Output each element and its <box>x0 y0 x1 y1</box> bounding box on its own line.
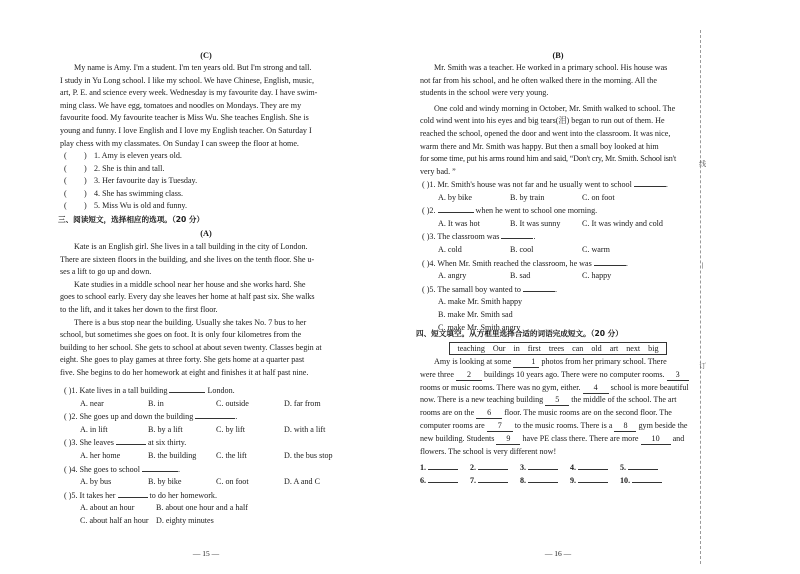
option[interactable]: A. near <box>80 398 104 408</box>
question-a2[interactable]: ( )2. She goes up and down the building . <box>64 412 238 422</box>
cloze-blank-7[interactable]: 7 <box>487 421 513 432</box>
question-b4-options <box>422 270 696 283</box>
option[interactable]: D. the bus stop <box>284 450 333 460</box>
binding-line <box>700 30 702 564</box>
word: can <box>572 344 584 353</box>
option[interactable]: D. far from <box>284 398 321 408</box>
answer-field-5[interactable]: 5. <box>620 461 670 474</box>
option[interactable]: B. in <box>148 398 164 408</box>
question-a5-options <box>64 502 352 515</box>
word: next <box>626 344 641 353</box>
section-a-passage: Kate is an English girl. She lives in a tall building in the city of London. There are sixteen floors in the building, and she lives on the tenth floor. She u- ses a lift to go up and down. Kate studies in a middle school near her house and she works hard. She goes to school early. Every day she leaves her home at half past six. She walks to the lift, and it takes her down to the first floor. There is a bus stop near the building. Usually she takes No. 7 bus to her school, but sometimes she goes on foot. It is only four kilometres from the building to her school. She gets to school at about seven twenty. Classes begin at eight. She goes to play games at three forty. She gets home at a quarter past five. She begins to do her homework at eight and finishes it at half past nine. <box>60 242 322 377</box>
option[interactable]: A. in lift <box>80 424 108 434</box>
statement-3[interactable]: ( ) 3. Her favourite day is Tuesday. <box>64 176 198 186</box>
left-page <box>60 0 352 574</box>
question-a3[interactable]: ( )3. She leaves at six thirty. <box>64 438 187 448</box>
word: big <box>648 344 659 353</box>
option[interactable]: A. by bike <box>438 192 472 202</box>
word-box-wrap <box>420 342 696 356</box>
answer-field-1[interactable]: 1. <box>420 461 470 474</box>
question-b2[interactable]: ( )2. when he went to school one morning. <box>422 206 598 216</box>
option[interactable]: A. It was hot <box>438 218 480 228</box>
option[interactable]: C. outside <box>216 398 249 408</box>
cloze-blank-2[interactable]: 2 <box>456 370 482 381</box>
question-a1-options <box>64 398 352 411</box>
cloze-blank-3[interactable]: 3 <box>667 370 689 381</box>
answer-field-9[interactable]: 9. <box>570 474 620 487</box>
option[interactable]: A. by bus <box>80 477 112 487</box>
option[interactable]: C. warm <box>582 244 610 254</box>
question-a4[interactable]: ( )4. She goes to school . <box>64 464 181 474</box>
option[interactable]: C. the lift <box>216 450 247 460</box>
word: in <box>513 344 520 353</box>
cloze-blank-5[interactable]: 5 <box>545 395 569 406</box>
option[interactable]: A. cold <box>438 244 462 254</box>
question-a5-options-2 <box>64 515 352 528</box>
page-number-15: — 15 — <box>192 549 220 558</box>
statement-4[interactable]: ( ) 4. She has swimming class. <box>64 188 184 198</box>
option[interactable]: B. sad <box>510 271 531 281</box>
word-box <box>449 342 666 355</box>
question-b5[interactable]: ( )5. The samall boy wanted to . <box>422 284 558 294</box>
gutter-label-bottom: 订 <box>698 362 707 369</box>
cloze-blank-1[interactable]: 1 <box>513 357 539 368</box>
word: Our <box>492 344 506 353</box>
option[interactable]: A. about an hour <box>80 503 135 513</box>
section-a-questions <box>64 384 352 528</box>
cloze-blank-8[interactable]: 8 <box>614 421 636 432</box>
option[interactable]: B. by train <box>510 192 545 202</box>
page-number-16: — 16 — <box>544 549 572 558</box>
option[interactable]: D. eighty minutes <box>156 515 214 525</box>
answer-field-4[interactable]: 4. <box>570 461 620 474</box>
word: art <box>609 344 619 353</box>
option[interactable]: C. happy <box>582 271 612 281</box>
option[interactable]: B. the building <box>148 450 197 460</box>
answer-field-10[interactable]: 10. <box>620 474 670 487</box>
option[interactable]: B. cool <box>510 244 534 254</box>
question-b2-options <box>422 218 696 231</box>
cloze-blank-9[interactable]: 9 <box>496 434 520 445</box>
option[interactable]: A. angry <box>438 271 467 281</box>
question-b1[interactable]: ( )1. Mr. Smith's house was not far and he usually went to school . <box>422 180 668 189</box>
option[interactable]: C. make Mr. Smith angry <box>438 322 521 332</box>
answer-field-3[interactable]: 3. <box>520 461 570 474</box>
option[interactable]: A. make Mr. Smith happy <box>438 297 523 307</box>
option[interactable]: C. on foot <box>582 192 615 202</box>
answer-field-8[interactable]: 8. <box>520 474 570 487</box>
section-3-heading: 三、阅读短文，选择相应的选项。（20 分） <box>58 215 205 224</box>
answer-field-2[interactable]: 2. <box>470 461 520 474</box>
cloze-passage: Amy is looking at some 1 photos from her primary school. There were three 2 buildings 10 years ago. There were no computer rooms. 3 rooms or music rooms. There was no gym, either. 4 school is more beautiful now. There is a new teaching building 5 the middle of the school. The art rooms are on the 6 floor. The music rooms are on the second floor. The computer rooms are 7 to the music rooms. There is a 8 gym beside the new building. Students 9 have PE class there. There are more 10 and flowers. The school is very different now! <box>420 357 689 456</box>
option[interactable]: B. by a lift <box>148 424 183 434</box>
question-a2-options <box>64 424 352 437</box>
cloze-blank-4[interactable]: 4 <box>583 383 609 394</box>
statement-2[interactable]: ( ) 2. She is thin and tall. <box>64 163 165 173</box>
option[interactable]: B. by bike <box>148 477 182 487</box>
option[interactable]: D. A and C <box>284 477 320 487</box>
question-a1[interactable]: ( )1. Kate lives in a tall building London. <box>64 386 235 395</box>
question-a4-options <box>64 476 352 489</box>
question-b1-options <box>422 192 696 205</box>
word: old <box>591 344 602 353</box>
option[interactable]: B. make Mr. Smith sad <box>438 309 513 319</box>
section-a-title: (A) <box>200 229 212 238</box>
question-a3-options <box>64 450 352 463</box>
word: first <box>527 344 541 353</box>
word: trees <box>548 344 565 353</box>
gutter-label-top: 线 <box>698 160 707 167</box>
option[interactable]: B. It was sunny <box>510 218 561 228</box>
section-b-title: (B) <box>552 51 564 60</box>
section-b-passage: Mr. Smith was a teacher. He worked in a primary school. His house was not far from his school, and he often walked there in the morning. All the students in the school were very young. One cold and windy morning in October, Mr. Smith walked to school. The cold wind went into his eyes and big tears(泪) began to run out of them. He reached the school, opened the door and went into the classroom. It was nice, warm there and Mr. Smith was happy. But then a small boy looked at him for some time, put his arms round him and said, “Don't cry, Mr. Smith. School isn't very bad. ” <box>420 63 677 176</box>
option[interactable]: C. about half an hour <box>80 515 149 525</box>
section-c-statements <box>64 150 352 213</box>
option[interactable]: B. about one hour and a half <box>156 503 248 513</box>
statement-5[interactable]: ( ) 5. Miss Wu is old and funny. <box>64 201 187 211</box>
question-b4[interactable]: ( )4. When Mr. Smith reached the classroom, he was . <box>422 258 628 268</box>
cloze-blank-10[interactable]: 10 <box>641 434 671 445</box>
option[interactable]: C. It was windy and cold <box>582 218 663 228</box>
question-b3[interactable]: ( )3. The classroom was . <box>422 232 536 242</box>
word: teaching <box>457 344 485 353</box>
option[interactable]: C. by lift <box>216 424 246 434</box>
answer-field-6[interactable]: 6. <box>420 474 470 487</box>
answer-lines <box>420 461 696 487</box>
section-c-passage: My name is Amy. I'm a student. I'm ten years old. But I'm strong and tall. I study in Yu Long school. I like my school. We have Chinese, English, music, art, P. E. and science every week. Wednesday is my favourite day. I have swim- ming class. We have egg, tomatoes and noodles on Mondays. They are my favourite food. My favourite teacher is Miss Wu. She teaches English. She is young and funny. I love English and I love my English teacher. On Saturday I play chess with my classmates. On Sunday I can sweep the floor at home. <box>60 63 318 148</box>
question-b3-options <box>422 244 696 257</box>
section-4-heading: 四、短文填空。从方框里选择合适的词语完成短文。（20 分） <box>416 329 623 338</box>
gutter-label-middle: — <box>698 262 707 269</box>
cloze-blank-6[interactable]: 6 <box>476 408 502 419</box>
statement-1[interactable]: ( ) 1. Amy is eleven years old. <box>64 151 182 160</box>
option[interactable]: D. with a lift <box>284 424 326 434</box>
answer-field-7[interactable]: 7. <box>470 474 520 487</box>
option[interactable]: A. her home <box>80 450 121 460</box>
right-page <box>416 0 696 574</box>
section-c-title: (C) <box>200 51 212 60</box>
option[interactable]: C. on foot <box>216 477 249 487</box>
section-b-questions <box>422 178 696 334</box>
question-a5[interactable]: ( )5. It takes her to do her homework. <box>64 490 217 500</box>
